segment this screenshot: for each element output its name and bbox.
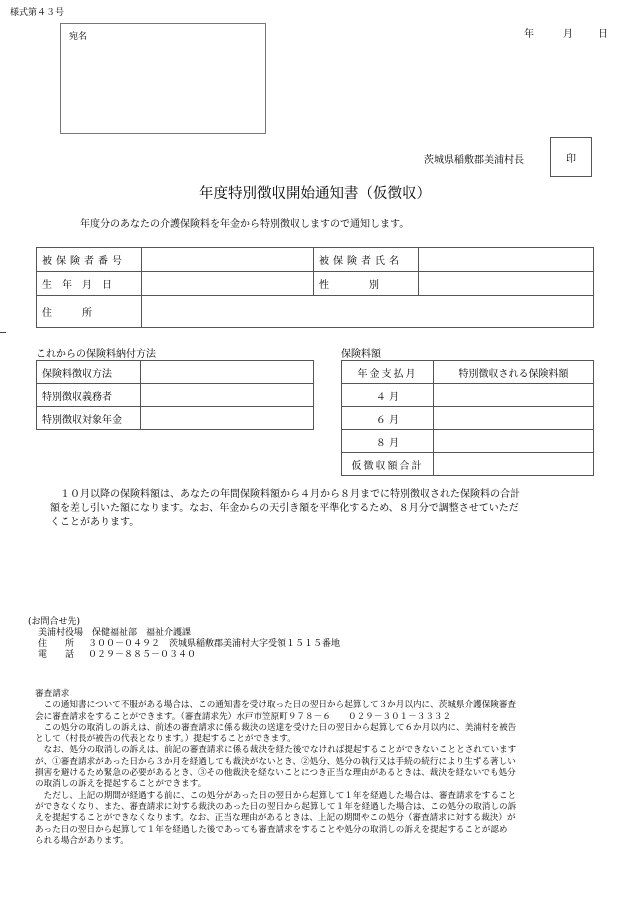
review-line: が、①審査請求があった日から３か月を経過しても裁決がないとき、②処分、処分の執行又は手続の続行により生ずる著しい bbox=[35, 756, 516, 767]
birthdate-field[interactable] bbox=[142, 272, 314, 296]
review-line: 会に審査請求をすることができます。（審査請求先）水戸市笠原町９７８－６ ０２９－３０１－３３３２ bbox=[35, 711, 452, 722]
address-label: 住 所 bbox=[37, 296, 142, 328]
review-line: えを提起することができなくなります。なお、正当な理由があるときは、上記の期間やこの処分（審査請求に対する裁決）が bbox=[35, 813, 516, 824]
col-amount-header: 特別徴収される保険料額 bbox=[434, 361, 594, 384]
review-line: ただし、上記の期間が経過する前に、この処分があった日の翌日から起算して１年を経過した場合は、審査請求をすること bbox=[35, 790, 517, 801]
date-day-label: 日 bbox=[598, 29, 608, 40]
seal-label: 印 bbox=[566, 153, 576, 165]
review-line: として（村長が被告の代表となります。）提起することができます。 bbox=[35, 734, 296, 745]
payment-method-table bbox=[36, 360, 314, 430]
review-request-block bbox=[35, 689, 605, 847]
note-line: 額を差し引いた額になります。なお、年金からの天引き額を平準化するため、８月分で調整させていただ bbox=[50, 503, 519, 514]
total-label: 仮徴収額合計 bbox=[342, 453, 434, 476]
contact-phone: ０２９－８８５－０３４０ bbox=[88, 650, 197, 660]
amount-june-field[interactable] bbox=[434, 407, 594, 430]
contact-address-row bbox=[28, 639, 340, 650]
contact-address-label: 住 所 bbox=[38, 639, 75, 649]
total-amount-field[interactable] bbox=[434, 453, 594, 476]
review-heading: 審査請求 bbox=[35, 689, 70, 699]
review-line: 損害を避けるため緊急の必要があるとき、③その他裁決を経ないことにつき正当な理由があるときは、裁決を経ないでも処分 bbox=[35, 768, 516, 779]
issuer-name: 茨城県稲敷郡美浦村長 bbox=[424, 155, 524, 166]
date-month-label: 月 bbox=[563, 29, 573, 40]
birthdate-label: 生 年 月 日 bbox=[37, 272, 142, 296]
address-field[interactable] bbox=[142, 296, 594, 328]
month-april: ４ 月 bbox=[342, 384, 434, 407]
review-line: られる場合があります。 bbox=[35, 835, 129, 846]
margin-mark bbox=[0, 332, 6, 333]
review-line: あった日の翌日から起算して１年を経過した後であっても審査請求をすることや処分の取消しの訴えを提起することが認め bbox=[35, 824, 508, 835]
insured-number-field[interactable] bbox=[142, 248, 314, 272]
contact-office: 美浦村役場 保健福祉部 福祉介護課 bbox=[38, 628, 192, 638]
amount-april-field[interactable] bbox=[434, 384, 594, 407]
collection-method-field[interactable] bbox=[141, 361, 314, 384]
review-line: の取消しの訴えを提起することができます。 bbox=[35, 779, 207, 790]
contact-block bbox=[28, 617, 340, 661]
month-august: ８ 月 bbox=[342, 430, 434, 453]
review-line: この処分の取消しの訴えは、前述の審査請求に係る裁決の送達を受けた日の翌日から起算して６か月以内に、美浦村を被告 bbox=[35, 722, 517, 733]
collection-method-label: 保険料徴収方法 bbox=[37, 361, 141, 384]
amount-august-field[interactable] bbox=[434, 430, 594, 453]
contact-heading: (お問合せ先) bbox=[28, 617, 81, 627]
target-pension-label: 特別徴収対象年金 bbox=[37, 407, 141, 430]
collection-obligor-field[interactable] bbox=[141, 384, 314, 407]
gender-label: 性 別 bbox=[314, 272, 419, 296]
contact-address: ３００－０４９２ 茨城県稲敷郡美浦村大字受領１５１５番地 bbox=[88, 639, 341, 649]
date-year-label: 年 bbox=[524, 29, 534, 40]
addressee-box[interactable] bbox=[60, 23, 266, 134]
document-title: 年度特別徴収開始通知書（仮徴収） bbox=[199, 186, 431, 202]
seal-box bbox=[550, 137, 592, 177]
month-june: ６ 月 bbox=[342, 407, 434, 430]
collection-obligor-label: 特別徴収義務者 bbox=[37, 384, 141, 407]
review-line: この通知書について不服がある場合は、この通知書を受け取った日の翌日から起算して３か月以内に、茨城県介護保険審査 bbox=[35, 700, 517, 711]
insured-info-table bbox=[36, 247, 594, 328]
target-pension-field[interactable] bbox=[141, 407, 314, 430]
contact-phone-label: 電 話 bbox=[38, 650, 75, 660]
intro-text: 年度分のあなたの介護保険料を年金から特別徴収しますので通知します。 bbox=[80, 219, 410, 230]
premium-table bbox=[341, 360, 594, 476]
review-line: なお、処分の取消しの訴えは、前記の審査請求に係る裁決を経た後でなければ提起することができないこととされています bbox=[35, 745, 517, 756]
contact-phone-row bbox=[28, 650, 340, 661]
col-month-header: 年金支払月 bbox=[342, 361, 434, 384]
gender-field[interactable] bbox=[419, 272, 594, 296]
insured-name-field[interactable] bbox=[419, 248, 594, 272]
insured-number-label: 被保険者番号 bbox=[37, 248, 142, 272]
premium-heading: 保険料額 bbox=[341, 349, 381, 360]
review-line: ができなくなり、また、審査請求に対する裁決のあった日の翌日から起算して１年を経過した場合は、この処分の取消しの訴 bbox=[35, 801, 517, 812]
note-line: １０月以降の保険料額は、あなたの年間保険料額から４月から８月までに特別徴収された保険料の合計 bbox=[60, 489, 520, 500]
payment-method-heading: これからの保険料納付方法 bbox=[36, 349, 156, 360]
insured-name-label: 被保険者氏名 bbox=[314, 248, 419, 272]
note-line: くことがあります。 bbox=[50, 517, 140, 528]
addressee-label: 宛名 bbox=[69, 32, 88, 42]
adjustment-note bbox=[50, 488, 590, 530]
form-number: 様式第４３号 bbox=[10, 8, 65, 18]
